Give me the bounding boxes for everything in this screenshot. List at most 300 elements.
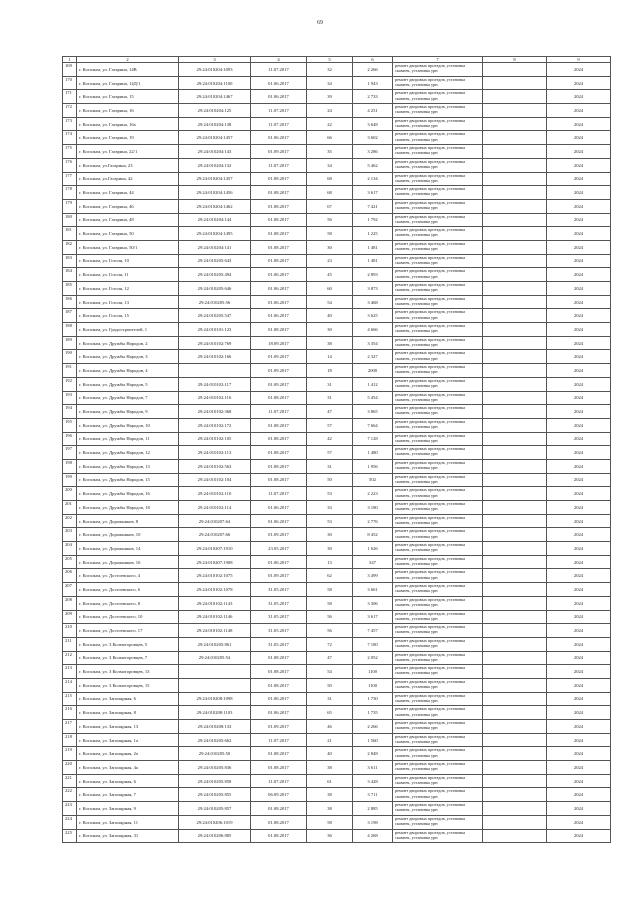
empty-cell <box>483 706 547 720</box>
area-cell: 2 733 <box>353 90 393 104</box>
date-cell: 01.08.2017 <box>251 651 307 665</box>
year-cell: 2024 <box>547 514 611 528</box>
year-cell: 2024 <box>547 254 611 268</box>
row-number-cell: 206 <box>63 569 77 583</box>
cadastral-number-cell: 29:24:010204:144 <box>179 213 251 227</box>
column-number: 3 <box>179 57 251 63</box>
row-number-cell: 220 <box>63 761 77 775</box>
percent-cell: 68 <box>307 186 353 200</box>
row-number-cell: 178 <box>63 186 77 200</box>
percent-cell: 46 <box>307 720 353 734</box>
column-number: 8 <box>483 57 547 63</box>
work-type-cell: ремонт дворовых проездов, установка скамеек, установка урн <box>393 186 483 200</box>
cadastral-number-cell: 29:24:010204:143 <box>179 145 251 159</box>
percent-cell: 42 <box>307 432 353 446</box>
percent-cell: 21 <box>307 733 353 747</box>
year-cell: 2024 <box>547 720 611 734</box>
year-cell: 2024 <box>547 131 611 145</box>
row-number-cell: 172 <box>63 104 77 118</box>
percent-cell: 53 <box>307 487 353 501</box>
year-cell: 2024 <box>547 418 611 432</box>
date-cell: 06.09.2017 <box>251 788 307 802</box>
empty-cell <box>483 186 547 200</box>
address-cell: г. Когалым, ул. Гагарина, 46 <box>77 199 179 213</box>
percent-cell: 39 <box>307 90 353 104</box>
table-row <box>63 76 611 90</box>
register-table <box>62 56 611 843</box>
date-cell: 31.05.2017 <box>251 583 307 597</box>
cadastral-number-cell: 29:24:010102:1075 <box>179 569 251 583</box>
cadastral-number-cell: 29:24:010102:166 <box>179 350 251 364</box>
date-cell: 01.08.2017 <box>251 473 307 487</box>
address-cell: г. Когалым, ул. 3 Колмогоровцев, 5 <box>77 637 179 651</box>
area-cell: 7 128 <box>353 432 393 446</box>
area-cell: 2 885 <box>353 802 393 816</box>
cadastral-number-cell: 29:24:010102:1146 <box>179 610 251 624</box>
cadastral-number-cell: 29:24:010204:138 <box>179 117 251 131</box>
year-cell: 2024 <box>547 90 611 104</box>
row-number-cell: 214 <box>63 678 77 692</box>
cadastral-number-cell: 29:24:010208:133 <box>179 720 251 734</box>
address-cell: г. Когалым, ул. Гоголя, 10 <box>77 254 179 268</box>
row-number-cell: 201 <box>63 501 77 515</box>
work-type-cell: ремонт дворовых проездов, установка скамеек, установка урн <box>393 213 483 227</box>
percent-cell: 56 <box>307 624 353 638</box>
address-cell: г. Когалым, ул. Дружбы Народов, 18 <box>77 501 179 515</box>
row-number-cell: 190 <box>63 350 77 364</box>
percent-cell: 32 <box>307 63 353 77</box>
work-type-cell: ремонт дворовых проездов, установка скамеек, установка урн <box>393 227 483 241</box>
empty-cell <box>483 213 547 227</box>
percent-cell: 40 <box>307 747 353 761</box>
empty-cell <box>483 501 547 515</box>
work-type-cell: ремонт дворовых проездов, установка скамеек, установка урн <box>393 802 483 816</box>
area-cell: 5 454 <box>353 391 393 405</box>
percent-cell: 47 <box>307 405 353 419</box>
address-cell: г. Когалым, ул. Заполярная, 13 <box>77 720 179 734</box>
empty-cell <box>483 446 547 460</box>
cadastral-number-cell: 29:24:010102:1143 <box>179 596 251 610</box>
table-row <box>63 254 611 268</box>
percent-cell: 18 <box>307 364 353 378</box>
percent-cell: 24 <box>307 104 353 118</box>
year-cell: 2024 <box>547 774 611 788</box>
table-row <box>63 720 611 734</box>
year-cell: 2024 <box>547 692 611 706</box>
percent-cell: 50 <box>307 473 353 487</box>
address-cell: г. Когалым, ул. Дорожников, 14 <box>77 542 179 556</box>
empty-cell <box>483 295 547 309</box>
address-cell: г. Когалым, ул. Дружбы Народов, 16 <box>77 487 179 501</box>
cadastral-number-cell: 29:24:010204:141 <box>179 240 251 254</box>
row-number-cell: 197 <box>63 446 77 460</box>
row-number-cell: 202 <box>63 514 77 528</box>
table-row <box>63 678 611 692</box>
percent-cell: 58 <box>307 596 353 610</box>
year-cell: 2024 <box>547 309 611 323</box>
cadastral-number-cell <box>179 364 251 378</box>
date-cell: 01.08.2017 <box>251 678 307 692</box>
work-type-cell: ремонт дворовых проездов, установка скамеек, установка урн <box>393 555 483 569</box>
year-cell: 2024 <box>547 336 611 350</box>
address-cell: г. Когалым, ул. Гагарина, 14В <box>77 63 179 77</box>
empty-cell <box>483 350 547 364</box>
empty-cell <box>483 90 547 104</box>
work-type-cell: ремонт дворовых проездов, установка скамеек, установка урн <box>393 172 483 186</box>
cadastral-number-cell: 29:24:010208:1098 <box>179 692 251 706</box>
date-cell: 01.09.2017 <box>251 528 307 542</box>
cadastral-number-cell <box>179 665 251 679</box>
area-cell: 1 481 <box>353 240 393 254</box>
address-cell: г. Когалым, ул. Дружбы Народов, 7 <box>77 391 179 405</box>
work-type-cell: ремонт дворовых проездов, установка скамеек, установка урн <box>393 583 483 597</box>
percent-cell: 14 <box>307 350 353 364</box>
percent-cell: 31 <box>307 692 353 706</box>
work-type-cell: ремонт дворовых проездов, установка скамеек, установка урн <box>393 514 483 528</box>
work-type-cell: ремонт дворовых проездов, установка скамеек, установка урн <box>393 774 483 788</box>
table-row <box>63 405 611 419</box>
percent-cell: 31 <box>307 391 353 405</box>
table-row <box>63 446 611 460</box>
empty-cell <box>483 473 547 487</box>
work-type-cell: ремонт дворовых проездов, установка скамеек, установка урн <box>393 323 483 337</box>
table-row <box>63 473 611 487</box>
cadastral-number-cell: 29:24:010205:54 <box>179 651 251 665</box>
percent-cell: 30 <box>307 542 353 556</box>
percent-cell: 40 <box>307 309 353 323</box>
empty-cell <box>483 364 547 378</box>
percent-cell: 47 <box>307 651 353 665</box>
cadastral-number-cell: 29:24:010205:646 <box>179 282 251 296</box>
date-cell: 11.07.2017 <box>251 63 307 77</box>
cadastral-number-cell: 29:24:010102:105 <box>179 432 251 446</box>
cadastral-number-cell: 29:24:010102:113 <box>179 446 251 460</box>
row-number-cell: 185 <box>63 282 77 296</box>
date-cell: 01.08.2017 <box>251 186 307 200</box>
cadastral-number-cell: 29:24:010205:50 <box>179 747 251 761</box>
row-number-cell: 175 <box>63 145 77 159</box>
cadastral-number-cell: 29:24:010205:643 <box>179 254 251 268</box>
table-row <box>63 432 611 446</box>
area-cell: 7 457 <box>353 624 393 638</box>
address-cell: г. Когалым, ул. Заполярная, 7 <box>77 788 179 802</box>
work-type-cell: ремонт дворовых проездов, установка скамеек, установка урн <box>393 76 483 90</box>
address-cell: г. Когалым, ул. Дружбы Народов, 12 <box>77 446 179 460</box>
date-cell: 11.07.2017 <box>251 405 307 419</box>
percent-cell: 53 <box>307 514 353 528</box>
empty-cell <box>483 624 547 638</box>
work-type-cell: ремонт дворовых проездов, установка скамеек, установка урн <box>393 829 483 843</box>
empty-cell <box>483 268 547 282</box>
row-number-cell: 195 <box>63 418 77 432</box>
year-cell: 2024 <box>547 145 611 159</box>
year-cell: 2024 <box>547 76 611 90</box>
year-cell: 2024 <box>547 364 611 378</box>
cadastral-number-cell: 29:24:010102:172 <box>179 418 251 432</box>
table-row <box>63 815 611 829</box>
year-cell: 2024 <box>547 227 611 241</box>
empty-cell <box>483 104 547 118</box>
work-type-cell: ремонт дворовых проездов, установка скамеек, установка урн <box>393 706 483 720</box>
area-cell: 3 602 <box>353 131 393 145</box>
address-cell: г. Когалым, ул. Заполярная, 4а <box>77 761 179 775</box>
year-cell: 2024 <box>547 624 611 638</box>
percent-cell: 54 <box>307 665 353 679</box>
empty-cell <box>483 678 547 692</box>
table-row <box>63 350 611 364</box>
row-number-cell: 207 <box>63 583 77 597</box>
percent-cell: 31 <box>307 377 353 391</box>
row-number-cell: 217 <box>63 720 77 734</box>
empty-cell <box>483 459 547 473</box>
empty-cell <box>483 405 547 419</box>
work-type-cell: ремонт дворовых проездов, установка скамеек, установка урн <box>393 418 483 432</box>
empty-cell <box>483 199 547 213</box>
work-type-cell: ремонт дворовых проездов, установка скамеек, установка урн <box>393 391 483 405</box>
cadastral-number-cell: 29:24:010204:1456 <box>179 186 251 200</box>
date-cell: 01.08.2017 <box>251 747 307 761</box>
area-cell: 347 <box>353 555 393 569</box>
year-cell: 2024 <box>547 268 611 282</box>
date-cell: 01.09.2017 <box>251 569 307 583</box>
address-cell: г. Когалым, ул. Дружбы Народов, 15 <box>77 473 179 487</box>
percent-cell: 62 <box>307 569 353 583</box>
date-cell: 01.09.2017 <box>251 377 307 391</box>
column-number: 2 <box>77 57 179 63</box>
area-cell: 8 452 <box>353 528 393 542</box>
address-cell: г. Когалым, ул. Дружбы Народов, 10 <box>77 418 179 432</box>
year-cell: 2024 <box>547 350 611 364</box>
area-cell: 3 180 <box>353 501 393 515</box>
area-cell: 1 735 <box>353 706 393 720</box>
table-row <box>63 158 611 172</box>
cadastral-number-cell: 29:24:010204:1100 <box>179 76 251 90</box>
date-cell: 31.05.2017 <box>251 624 307 638</box>
empty-cell <box>483 651 547 665</box>
empty-cell <box>483 487 547 501</box>
address-cell: г. Когалым, ул. Дружбы Народов, 4 <box>77 364 179 378</box>
empty-cell <box>483 158 547 172</box>
address-cell: г. Когалым, ул. Гоголя, 13 <box>77 295 179 309</box>
year-cell: 2024 <box>547 186 611 200</box>
table-row <box>63 514 611 528</box>
cadastral-number-cell: 29:24:010102:104 <box>179 473 251 487</box>
date-cell: 01.08.2017 <box>251 213 307 227</box>
address-cell: г. Когалым, ул. Гагарина, 16 <box>77 104 179 118</box>
date-cell: 01.06.2017 <box>251 131 307 145</box>
date-cell: 11.07.2017 <box>251 117 307 131</box>
address-cell: г. Когалым, ул. Гагарина, 50/1 <box>77 240 179 254</box>
row-number-cell: 183 <box>63 254 77 268</box>
percent-cell: 34 <box>307 158 353 172</box>
table-row <box>63 145 611 159</box>
work-type-cell: ремонт дворовых проездов, установка скамеек, установка урн <box>393 145 483 159</box>
area-cell: 4 268 <box>353 829 393 843</box>
row-number-cell: 186 <box>63 295 77 309</box>
year-cell: 2024 <box>547 446 611 460</box>
year-cell: 2024 <box>547 829 611 843</box>
cadastral-number-cell: 29:24:010205:494 <box>179 268 251 282</box>
row-number-cell: 181 <box>63 227 77 241</box>
area-cell: 3 648 <box>353 117 393 131</box>
address-cell: г. Когалым, ул. Заполярная, 2а <box>77 747 179 761</box>
cadastral-number-cell: 29:24:010102:769 <box>179 336 251 350</box>
empty-cell <box>483 254 547 268</box>
work-type-cell: ремонт дворовых проездов, установка скамеек, установка урн <box>393 309 483 323</box>
percent-cell: 33 <box>307 501 353 515</box>
year-cell: 2024 <box>547 104 611 118</box>
address-cell: г. Когалым, ул. Дружбы Народов, 5 <box>77 377 179 391</box>
row-number-cell: 184 <box>63 268 77 282</box>
work-type-cell: ремонт дворовых проездов, установка скамеек, установка урн <box>393 90 483 104</box>
area-cell: 1100 <box>353 678 393 692</box>
column-number: 6 <box>353 57 393 63</box>
row-number-cell: 203 <box>63 528 77 542</box>
date-cell: 11.07.2017 <box>251 733 307 747</box>
row-number-cell: 211 <box>63 637 77 651</box>
year-cell: 2024 <box>547 733 611 747</box>
table-row <box>63 364 611 378</box>
year-cell: 2024 <box>547 501 611 515</box>
area-cell: 1 956 <box>353 459 393 473</box>
percent-cell: 57 <box>307 418 353 432</box>
percent-cell: 36 <box>307 829 353 843</box>
area-cell: 3 286 <box>353 145 393 159</box>
row-number-cell: 199 <box>63 473 77 487</box>
date-cell: 01.08.2017 <box>251 802 307 816</box>
address-cell: г. Когалым, ул. Дружбы Народов, 2 <box>77 336 179 350</box>
date-cell: 01.06.2017 <box>251 309 307 323</box>
empty-cell <box>483 131 547 145</box>
year-cell: 2024 <box>547 295 611 309</box>
address-cell: г. Когалым, ул. Дружбы Народов, 9 <box>77 405 179 419</box>
address-cell: г. Когалым, ул. Гагарина, 16а <box>77 117 179 131</box>
row-number-cell: 189 <box>63 336 77 350</box>
area-cell: 3 625 <box>353 309 393 323</box>
row-number-cell: 198 <box>63 459 77 473</box>
work-type-cell: ремонт дворовых проездов, установка скамеек, установка урн <box>393 596 483 610</box>
percent-cell: 45 <box>307 268 353 282</box>
column-number: 5 <box>307 57 353 63</box>
date-cell: 01.08.2017 <box>251 432 307 446</box>
cadastral-number-cell: 29:24:010204:1093 <box>179 63 251 77</box>
table-row <box>63 377 611 391</box>
row-number-cell: 174 <box>63 131 77 145</box>
row-number-cell: 223 <box>63 802 77 816</box>
area-cell: 2 134 <box>353 172 393 186</box>
address-cell: г. Когалым, ул.Гагарина, 42 <box>77 172 179 186</box>
year-cell: 2024 <box>547 651 611 665</box>
row-number-cell: 219 <box>63 747 77 761</box>
date-cell: 01.09.2017 <box>251 720 307 734</box>
address-cell: г. Когалым, ул. Гагарина, 15 <box>77 90 179 104</box>
table-row <box>63 323 611 337</box>
address-cell: г. Когалым, ул. Дорожников, 10 <box>77 528 179 542</box>
percent-cell: 58 <box>307 583 353 597</box>
work-type-cell: ремонт дворовых проездов, установка скамеек, установка урн <box>393 624 483 638</box>
empty-cell <box>483 610 547 624</box>
area-cell: 3 711 <box>353 788 393 802</box>
row-number-cell: 221 <box>63 774 77 788</box>
address-cell: г. Когалым, ул. 3 Колмогоровцев, 7 <box>77 651 179 665</box>
date-cell: 01.08.2017 <box>251 227 307 241</box>
empty-cell <box>483 418 547 432</box>
year-cell: 2024 <box>547 678 611 692</box>
percent-cell: 38 <box>307 802 353 816</box>
empty-cell <box>483 788 547 802</box>
empty-cell <box>483 117 547 131</box>
date-cell: 01.08.2017 <box>251 254 307 268</box>
cadastral-number-cell: 29:24:010205:855 <box>179 788 251 802</box>
percent-cell: 58 <box>307 227 353 241</box>
work-type-cell: ремонт дворовых проездов, установка скамеек, установка урн <box>393 158 483 172</box>
date-cell: 01.09.2017 <box>251 350 307 364</box>
work-type-cell: ремонт дворовых проездов, установка скамеек, установка урн <box>393 651 483 665</box>
cadastral-number-cell: 29:24:010204:132 <box>179 158 251 172</box>
table-row <box>63 336 611 350</box>
address-cell: г. Когалым, ул. Достоевского, 10 <box>77 610 179 624</box>
year-cell: 2024 <box>547 405 611 419</box>
cadastral-number-cell: 29:24:010205:547 <box>179 309 251 323</box>
area-cell: 4 251 <box>353 104 393 118</box>
cadastral-number-cell <box>179 678 251 692</box>
percent-cell: 38 <box>307 336 353 350</box>
work-type-cell: ремонт дворовых проездов, установка скамеек, установка урн <box>393 610 483 624</box>
empty-cell <box>483 63 547 77</box>
area-cell: 3 873 <box>353 282 393 296</box>
date-cell: 01.06.2017 <box>251 268 307 282</box>
address-cell: г. Когалым, ул. Дорожников, 8 <box>77 514 179 528</box>
column-number: 9 <box>547 57 611 63</box>
area-cell: 2000 <box>353 364 393 378</box>
area-cell: 1 560 <box>353 733 393 747</box>
table-row <box>63 117 611 131</box>
empty-cell <box>483 323 547 337</box>
work-type-cell: ремонт дворовых проездов, установка скамеек, установка урн <box>393 405 483 419</box>
work-type-cell: ремонт дворовых проездов, установка скамеек, установка урн <box>393 254 483 268</box>
cadastral-number-cell: 29:24:010207:1910 <box>179 542 251 556</box>
empty-cell <box>483 596 547 610</box>
cadastral-number-cell: 29:24:010207:1908 <box>179 555 251 569</box>
percent-cell: 57 <box>307 446 353 460</box>
year-cell: 2024 <box>547 432 611 446</box>
cadastral-number-cell: 29:24:010206:1019 <box>179 815 251 829</box>
year-cell: 2024 <box>547 63 611 77</box>
row-number-cell: 169 <box>63 63 77 77</box>
area-cell: 3 661 <box>353 583 393 597</box>
work-type-cell: ремонт дворовых проездов, установка скамеек, установка урн <box>393 815 483 829</box>
work-type-cell: ремонт дворовых проездов, установка скамеек, установка урн <box>393 63 483 77</box>
address-cell: г. Когалым, ул. Гагарина, 44 <box>77 186 179 200</box>
row-number-cell: 180 <box>63 213 77 227</box>
table-row <box>63 282 611 296</box>
table-row <box>63 104 611 118</box>
row-number-cell: 194 <box>63 405 77 419</box>
table-row <box>63 651 611 665</box>
table-row <box>63 624 611 638</box>
date-cell: 01.08.2017 <box>251 391 307 405</box>
work-type-cell: ремонт дворовых проездов, установка скамеек, установка урн <box>393 282 483 296</box>
cadastral-number-cell: 29:24:010102:368 <box>179 405 251 419</box>
address-cell: г. Когалым, ул. Заполярная, 6 <box>77 692 179 706</box>
empty-cell <box>483 733 547 747</box>
date-cell: 01.08.2017 <box>251 815 307 829</box>
work-type-cell: ремонт дворовых проездов, установка скамеек, установка урн <box>393 501 483 515</box>
date-cell: 01.06.2017 <box>251 76 307 90</box>
percent-cell: 22 <box>307 117 353 131</box>
work-type-cell: ремонт дворовых проездов, установка скамеек, установка урн <box>393 665 483 679</box>
percent-cell: 50 <box>307 678 353 692</box>
